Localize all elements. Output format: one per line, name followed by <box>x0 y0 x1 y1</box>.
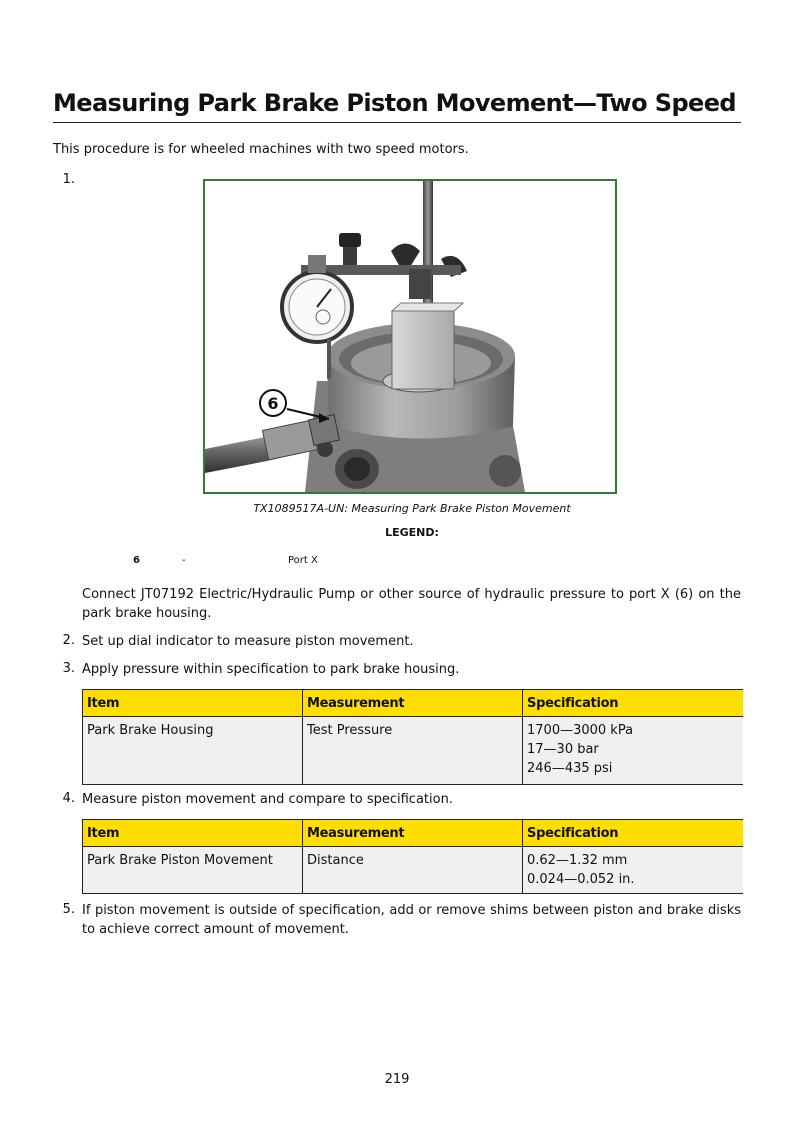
step-4-text: Measure piston movement and compare to specification. <box>82 792 453 807</box>
cell-item: Park Brake Housing <box>83 717 303 785</box>
cell-specification <box>523 717 743 785</box>
table-header-row <box>83 820 743 847</box>
intro-text: This procedure is for wheeled machines with two speed motors. <box>53 142 469 157</box>
legend-item-dash: - <box>182 555 186 566</box>
step-3-number: 3. <box>62 661 75 676</box>
test-pressure-spec-table <box>82 689 743 785</box>
spec-line: 246—435 psi <box>527 761 613 776</box>
figure-photo <box>203 179 617 494</box>
header-specification: Specification <box>523 820 743 847</box>
table-header-row <box>83 690 743 717</box>
step-2-text: Set up dial indicator to measure piston movement. <box>82 634 414 649</box>
legend-title: LEGEND: <box>385 526 439 539</box>
step-3-text: Apply pressure within specification to park brake housing. <box>82 662 460 677</box>
spec-line: 17—30 bar <box>527 742 599 757</box>
step-1-text: Connect JT07192 Electric/Hydraulic Pump or other source of hydraulic pressure to port X (6) on the park brake housing. <box>82 587 741 621</box>
cell-measurement: Distance <box>303 847 523 894</box>
legend-item-number: 6 <box>133 555 140 566</box>
cell-measurement: Test Pressure <box>303 717 523 785</box>
step-1-number: 1. <box>62 172 75 187</box>
header-item: Item <box>83 690 303 717</box>
page-title: Measuring Park Brake Piston Movement—Two Speed <box>53 89 736 117</box>
spec-line: 1700—3000 kPa <box>527 723 634 738</box>
header-measurement: Measurement <box>303 690 523 717</box>
page-number: 219 <box>384 1072 410 1087</box>
step-5-text: If piston movement is outside of specification, add or remove shims between piston and brake disks to achieve correct amount of movement. <box>82 903 741 937</box>
figure-caption: TX1089517A-UN: Measuring Park Brake Piston Movement <box>253 502 571 515</box>
step-2-number: 2. <box>62 633 75 648</box>
header-specification: Specification <box>523 690 743 717</box>
header-measurement: Measurement <box>303 820 523 847</box>
callout-number: 6 <box>267 394 279 413</box>
table-row <box>83 847 743 894</box>
cell-item: Park Brake Piston Movement <box>83 847 303 894</box>
table-row <box>83 717 743 785</box>
title-divider <box>53 122 741 123</box>
park-brake-photo-illustration <box>205 181 615 492</box>
step-4-number: 4. <box>62 791 75 806</box>
piston-movement-spec-table <box>82 819 743 894</box>
spec-line: 0.024—0.052 in. <box>527 872 635 887</box>
legend-item-label: Port X <box>288 555 318 566</box>
step-5-number: 5. <box>62 902 75 917</box>
header-item: Item <box>83 820 303 847</box>
spec-line: 0.62—1.32 mm <box>527 853 628 868</box>
cell-specification <box>523 847 743 894</box>
